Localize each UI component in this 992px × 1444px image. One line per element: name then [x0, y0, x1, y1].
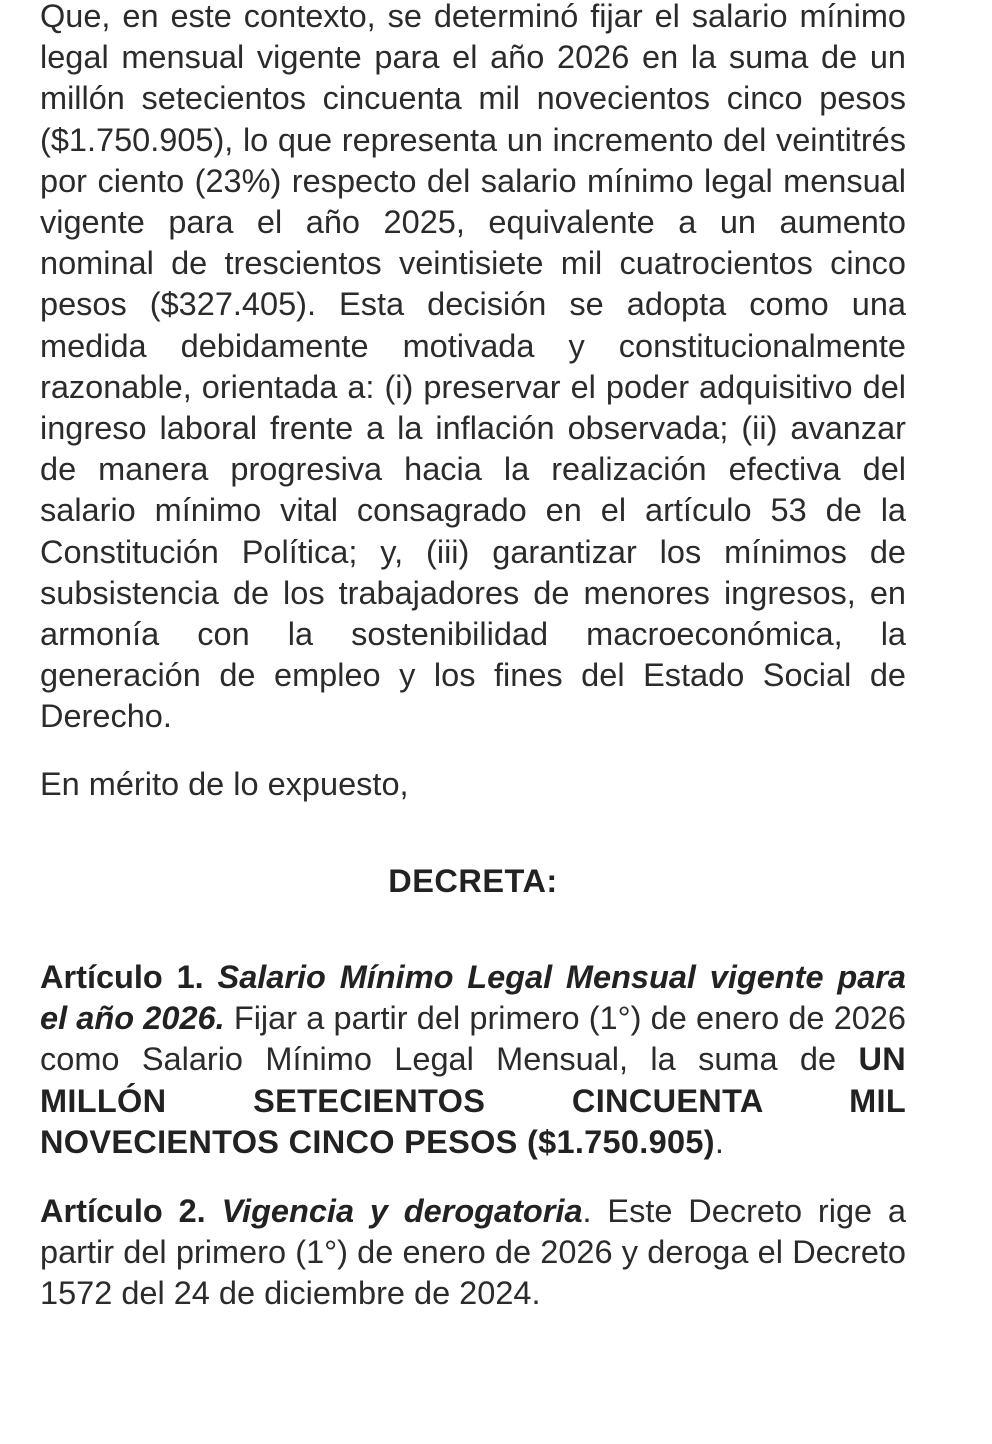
decree-document — [40, 0, 906, 1315]
article-1-end: . — [714, 1123, 724, 1160]
article-2-body: . Este Decreto rige a partir del primero (1°) de enero de 2026 y deroga el Decreto 1572 del 24 de diciembre de 2024. — [40, 1193, 906, 1312]
merito-paragraph: En mérito de lo expuesto, — [40, 765, 409, 802]
article-1-amount: UN MILLÓN SETECIENTOS CINCUENTA MIL NOVECIENTOS CINCO PESOS ($1.750.905) — [40, 1041, 907, 1160]
article-2-title: Vigencia y derogatoria — [221, 1193, 583, 1230]
decreta-heading: DECRETA: — [388, 862, 558, 899]
article-2-label: Artículo 2. — [40, 1193, 206, 1230]
article-1-body: Fijar a partir del primero (1°) de enero de 2026 como Salario Mínimo Legal Mensual, la suma de — [40, 1000, 907, 1078]
article-1 — [40, 957, 906, 1163]
article-1-label: Artículo 1. — [40, 959, 204, 996]
considerando-paragraph: Que, en este contexto, se determinó fijar el salario mínimo legal mensual vigente para el año 2026 en la suma de un millón setecientos cincuenta mil novecientos cinco pesos ($1.750.905), lo que representa un incremento del veintitrés por ciento (23%) respecto del salario mínimo legal mensual vigente para el año 2025, equivalente a un aumento nominal de trescientos veintisiete mil cuatrocientos cinco pesos ($327.405). Esta decisión se adopta como una medida debidamente motivada y constitucionalmente razonable, orientada a: (i) preservar el poder adquisitivo del ingreso laboral frente a la inflación observada; (ii) avanzar de manera progresiva hacia la realización efectiva del salario mínimo vital consagrado en el artículo 53 de la Constitución Política; y, (iii) garantizar los mínimos de subsistencia de los trabajadores de menores ingresos, en armonía con la sostenibilidad macroeconómica, la generación de empleo y los fines del Estado Social de Derecho. — [40, 0, 906, 735]
article-2 — [40, 1191, 906, 1315]
article-1-title: Salario Mínimo Legal Mensual vigente para el año 2026. — [40, 959, 907, 1037]
